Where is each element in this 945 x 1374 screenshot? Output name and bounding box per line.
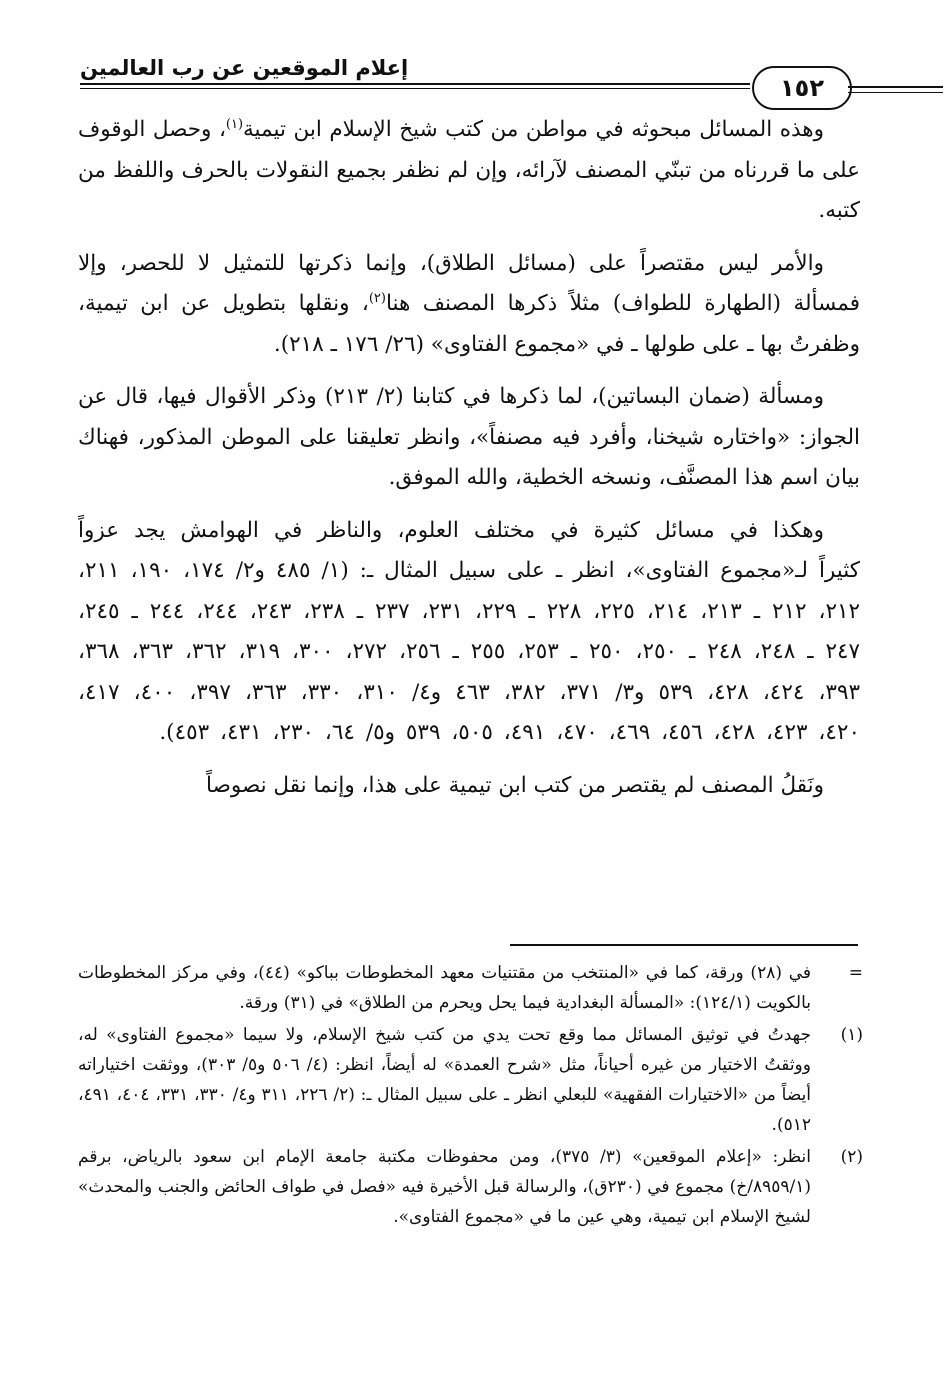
- footnote-text: جهدتُ في توثيق المسائل مما وقع تحت يدي من كتب شيخ الإسلام، ولا سيما «مجموع الفتاوى» له، ووثقتُ الاختيار من غيره أحياناً، مثل «شرح العمدة» له أيضاً، انظر: (٤/ ٥٠٦ و٥/ ٣٠٣)، ووثقت اختياراته أيضاً من «الاختيارات الفقهية» للبعلي انظر ـ على سبيل المثال ـ: (٢/ ٢٢٦، ٣١١ و٤/ ٣٣٠، ٣٣١، ٤٠٤، ٤٩١، ٥١٢).: [78, 1025, 812, 1135]
- header-rule: [80, 83, 750, 85]
- paragraph: [78, 244, 860, 366]
- header-rule-right-thin: [848, 92, 943, 93]
- page-header: [80, 50, 870, 110]
- page-number: ١٥٢: [752, 66, 852, 110]
- running-title: [80, 56, 420, 80]
- paragraph-text-rest: ، ونقلها بتطويل عن ابن تيمية، وظفرتُ بها ـ على طولها ـ في «مجموع الفتاوى» (٢٦/ ١٧٦ ـ ٢١٨).: [78, 291, 860, 357]
- footnote: [78, 1142, 863, 1232]
- footnote-marker: (١): [840, 1025, 863, 1045]
- footnotes: [78, 958, 863, 1234]
- paragraph-text: والأمر ليس مقتصراً على (مسائل الطلاق)، وإنما ذكرتها للتمثيل لا للحصر، وإلا فمسألة (الطهارة للطواف) مثلاً ذكرها المصنف هنا: [78, 250, 860, 316]
- footnote-ref-2[interactable]: (٢): [368, 290, 386, 306]
- paragraph: وهكذا في مسائل كثيرة في مختلف العلوم، والناظر في الهوامش يجد عزواً كثيراً لـ«مجموع الفتاوى»، انظر ـ على سبيل المثال ـ: (١/ ٤٨٥ و٢/ ١٧٤، ١٩٠، ٢١١، ٢١٢، ٢١٢ ـ ٢١٣، ٢١٤، ٢٢٥، ٢٢٨ ـ ٢٢٩، ٢٣١، ٢٣٧ ـ ٢٣٨، ٢٤٣، ٢٤٤، ٢٤٤ ـ ٢٤٥، ٢٤٧ ـ ٢٤٨، ٢٤٨ ـ ٢٥٠، ٢٥٠ ـ ٢٥٣، ٢٥٥ ـ ٢٥٦، ٢٧٢، ٣٠٠، ٣١٩، ٣٦٢، ٣٦٣، ٣٦٨، ٣٩٣، ٤٢٤، ٤٢٨، ٥٣٩ و٣/ ٣٧١، ٣٨٢، ٤٦٣ و٤/ ٣١٠، ٣٣٠، ٣٦٣، ٣٩٧، ٤٠٠، ٤١٧، ٤٢٠، ٤٢٣، ٤٢٨، ٤٥٦، ٤٦٩، ٤٧٠، ٤٩١، ٥٠٥، ٥٣٩ و٥/ ٦٤، ٢٣٠، ٤٣١، ٤٥٣).: [78, 517, 861, 745]
- footnote-separator: [510, 944, 858, 946]
- header-rule-thin: [80, 88, 750, 89]
- paragraph: ومسألة (ضمان البساتين)، لما ذكرها في كتابنا (٢/ ٢١٣) وذكر الأقوال فيها، قال عن الجواز: «واختاره شيخنا، وأفرد فيه مصنفاً»، وانظر تعليقنا على الموطن المذكور، فهناك بيان اسم هذا المصنَّف، ونسخه الخطية، والله الموفق.: [78, 384, 860, 490]
- footnote-ref-1[interactable]: (١): [225, 116, 244, 132]
- footnote-marker: (٢): [840, 1147, 863, 1167]
- paragraph: ونَقلُ المصنف لم يقتصر من كتب ابن تيمية على هذا، وإنما نقل نصوصاً: [206, 772, 824, 798]
- paragraph-text-rest: ، وحصل الوقوف على ما قررناه من تبنّي المصنف لآرائه، وإن لم نظفر بجميع النقولات بالحرف واللفظ من كتبه.: [78, 117, 860, 223]
- paragraph: [78, 110, 860, 232]
- paragraph-text: وهذه المسائل مبحوثه في مواطن من كتب شيخ الإسلام ابن تيمية: [243, 117, 824, 142]
- footnote: [78, 1020, 863, 1140]
- footnote-marker: =: [848, 963, 863, 983]
- footnote-text: انظر: «إعلام الموقعين» (٣/ ٣٧٥)، ومن محفوظات مكتبة جامعة الإمام ابن سعود بالرياض، برقم (٨٩٥٩/١/خ) مجموع في (٢٣٠ق)، والرسالة قبل الأخيرة فيه «فصل في طواف الحائض والجنب والمحدث» لشيخ الإسلام ابن تيمية، وهي عين ما في «مجموع الفتاوى».: [78, 1147, 811, 1227]
- footnote: [78, 958, 863, 1018]
- running-title-text: إعلام الموقعين عن رب العالمين: [80, 56, 409, 80]
- main-text: [78, 110, 860, 818]
- footnote-text: في (٢٨) ورقة، كما في «المنتخب من مقتنيات معهد المخطوطات بباكو» (٤٤)، وفي مركز المخطوطات بالكويت (١٢٤/١): «المسألة البغدادية فيما يحل ويحرم من الطلاق» في (٣١) ورقة.: [78, 963, 811, 1013]
- header-rule-right: [848, 86, 943, 88]
